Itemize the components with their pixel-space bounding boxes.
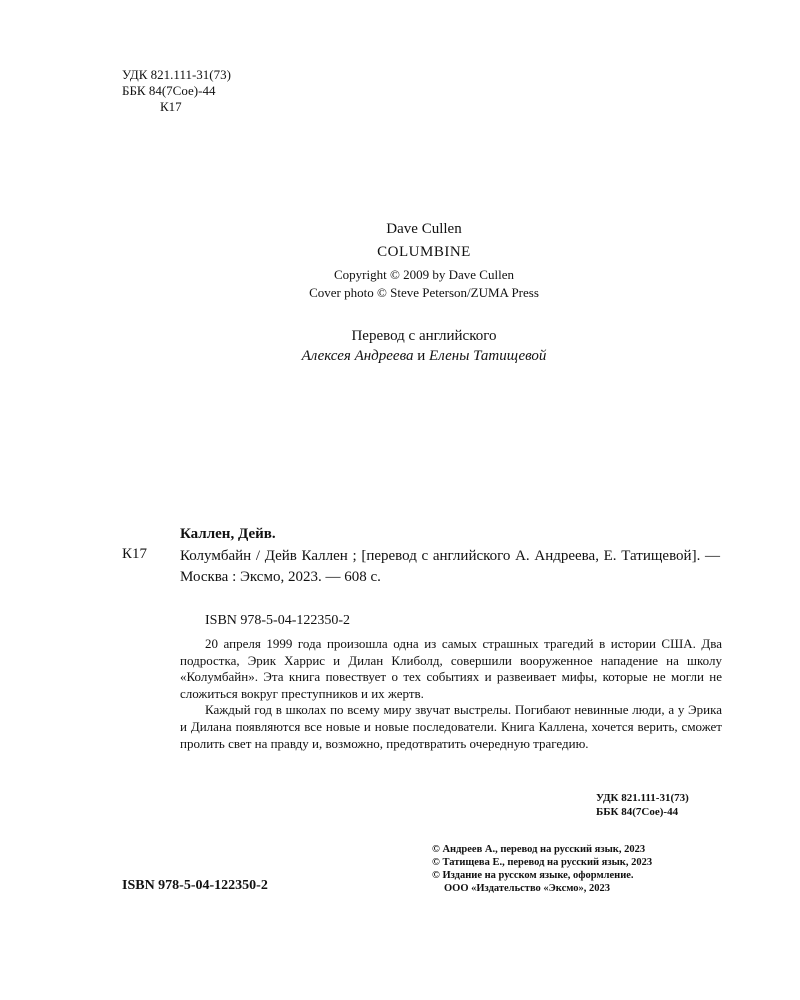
copyright-translator-2: © Татищева Е., перевод на русский язык, 2023 (432, 857, 653, 868)
isbn-bottom: ISBN 978-5-04-122350-2 (122, 878, 268, 893)
classification-codes-right (596, 791, 689, 819)
translation-credits (0, 326, 800, 366)
translator-2: Елены Татищевой (429, 348, 547, 364)
copyright-publisher: ООО «Издательство «Эксмо», 2023 (444, 883, 611, 894)
udk-code-right: УДК 821.111-31(73) (596, 792, 689, 804)
original-author: Dave Cullen (386, 221, 462, 237)
annotation (180, 636, 722, 752)
copyright-line: Copyright © 2009 by Dave Cullen (334, 267, 514, 282)
translator-1: Алексея Андреева (301, 348, 414, 364)
author-mark: К17 (160, 99, 182, 114)
bibliographic-author-mark: К17 (122, 546, 148, 562)
annotation-paragraph-2: Каждый год в школах по всему миру звучат выстрелы. Погибают невинные люди, а у Эрика и Дилана появляются все новые и новые последователи. Книга Каллена, хочется верить, сможет пролить свет на правду и, возможно, предотвратить очередную трагедию. (180, 702, 722, 751)
classification-codes-top (122, 67, 231, 115)
translators-line (0, 346, 800, 366)
copyright-translator-1: © Андреев А., перевод на русский язык, 2023 (432, 844, 646, 855)
bibliographic-description: Колумбайн / Дейв Каллен ; [перевод с английского А. Андреева, Е. Татищевой]. — Москва : Эксмо, 2023. — 608 с. (180, 548, 720, 585)
bibliographic-isbn: ISBN 978-5-04-122350-2 (205, 613, 351, 628)
translators-conjunction: и (417, 348, 426, 364)
bbk-code: ББК 84(7Сое)-44 (122, 83, 216, 98)
copyright-block (0, 266, 800, 302)
cover-photo-line: Cover photo © Steve Peterson/ZUMA Press (309, 285, 539, 300)
annotation-paragraph-1: 20 апреля 1999 года произошла одна из самых страшных трагедий в истории США. Два подростка, Эрик Харрис и Дилан Клиболд, совершили вооруженное нападение на школу «Колумбайн». Эта книга повествует о тех событиях и развеивает мифы, которые не могли не сложиться вокруг преступников и их жертв. (180, 636, 722, 701)
bbk-code-right: ББК 84(7Сое)-44 (596, 806, 679, 818)
translation-line: Перевод с английского (351, 328, 497, 344)
copyright-edition: © Издание на русском языке, оформление. (432, 870, 634, 881)
bibliographic-author-heading: Каллен, Дейв. (180, 526, 276, 542)
copyright-list (432, 843, 652, 895)
original-title: COLUMBINE (377, 244, 471, 260)
udk-code: УДК 821.111-31(73) (122, 67, 231, 82)
